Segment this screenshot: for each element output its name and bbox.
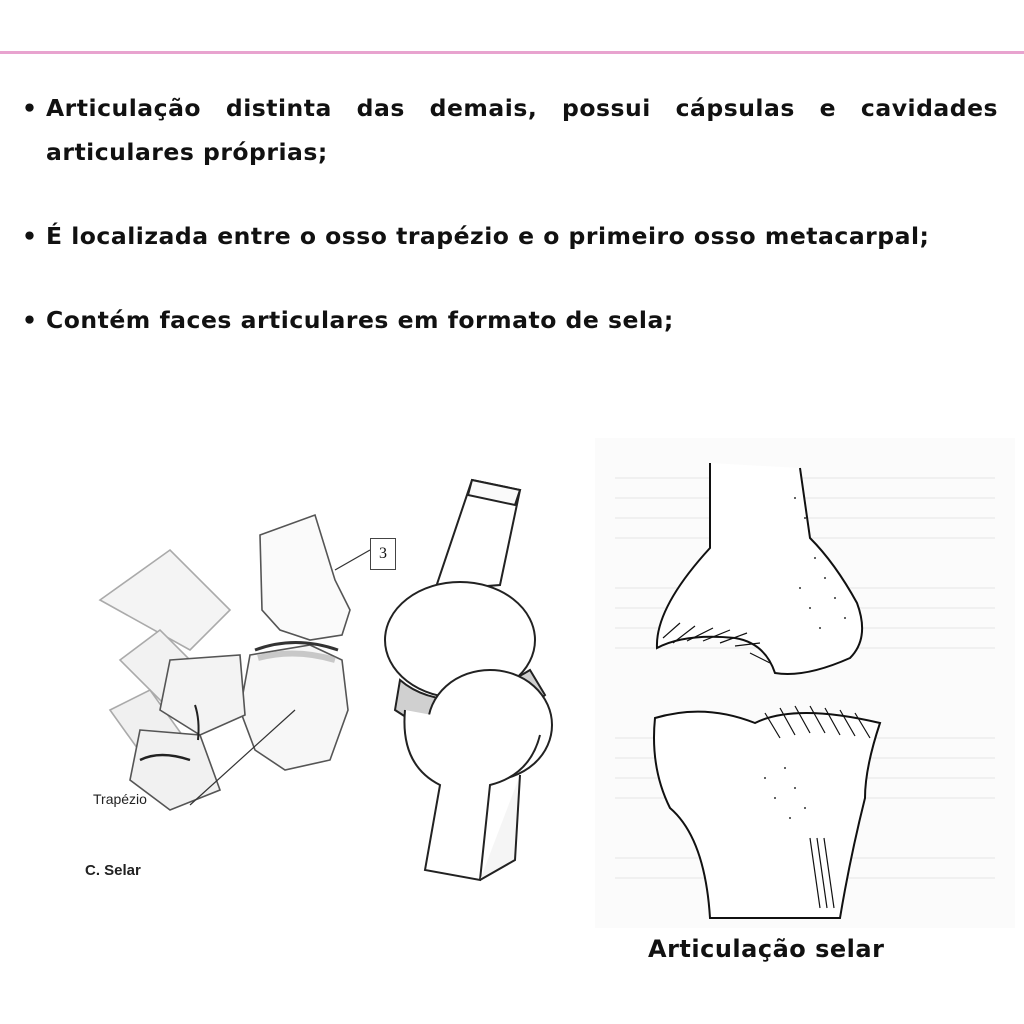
bullet-item: • É localizada entre o osso trapézio e o primeiro osso metacarpal;: [20, 214, 998, 258]
top-divider: [0, 51, 1024, 54]
trapezio-label: Trapézio: [93, 791, 147, 807]
hand-bones-illustration: [80, 460, 380, 900]
figure-caption: Articulação selar: [648, 935, 885, 963]
saddle-joint-sketch: [595, 438, 1015, 928]
figure-number-label: 3: [370, 538, 396, 570]
saddle-joint-schematic: [380, 465, 560, 885]
bullet-item: • Articulação distinta das demais, possui cápsulas e cavidades articulares próprias;: [20, 86, 998, 174]
bullet-list: [20, 86, 998, 382]
bullet-item: • Contém faces articulares em formato de sela;: [20, 298, 998, 342]
panel-label: C. Selar: [85, 862, 141, 879]
